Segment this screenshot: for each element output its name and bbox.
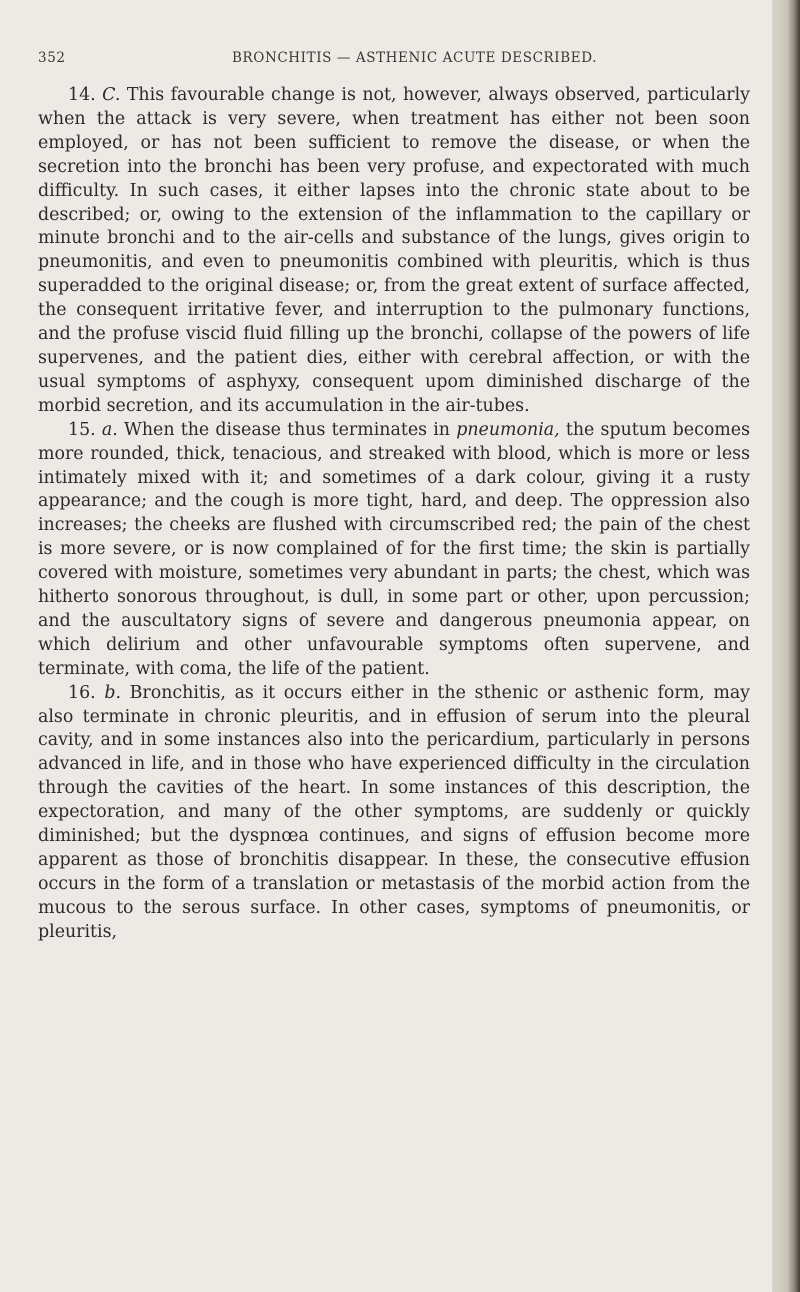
paragraph-15 [38, 419, 750, 682]
paragraph-number: 14. [68, 85, 96, 105]
paragraph-16 [38, 682, 750, 945]
paragraph-text: This favourable change is not, however, always observed, particularly when the attack is very severe, when treatment has either not been soon employed, or has not been sufficient to remove the disease, or when the secretion into the bronchi has been very profuse, and expectorated with much difficulty. In such cases, it either lapses into the chronic state about to be described; or, owing to the extension of the inflammation to the capillary or minute bronchi and to the air-cells and substance of the lungs, gives origin to pneumonitis, and even to pneumonitis combined with pleuritis, which is thus superadded to the original disease; or, from the great extent of surface affected, the consequent irritative fever, and interruption to the pulmonary functions, and the profuse viscid fluid filling up the bronchi, collapse of the powers of life supervenes, and the patient dies, either with cerebral affection, or with the usual symptoms of asphyxy, consequent upom diminished discharge of the morbid secretion, and its accumulation in the air-tubes. [38, 85, 751, 416]
running-head-title: BRONCHITIS — ASTHENIC ACUTE DESCRIBED. [232, 50, 598, 66]
paragraph-text-start: When the disease thus terminates in [123, 419, 450, 440]
paragraph-14 [38, 84, 750, 419]
paragraph-number: 15. [68, 419, 96, 440]
running-head [38, 50, 748, 74]
page-number: 352 [38, 50, 66, 66]
paragraph-number: 16. [68, 682, 96, 703]
paragraph-letter: a. [101, 419, 118, 440]
paragraph-letter: C. [102, 85, 121, 105]
paragraph-letter: b. [104, 682, 121, 703]
paragraph-text-end: the sputum becomes more rounded, thick, tenacious, and streaked with blood, which is more or less intimately mixed with it; and sometimes of a dark colour, giving it a rusty appearance; and the cough is more tight, hard, and deep. The oppression also increases; the cheeks are flushed with circumscribed red; the pain of the chest is more severe, or is now complained of for the first time; the skin is partially covered with moisture, sometimes very abundant in parts; the chest, which was hitherto sonorous throughout, is dull, in some part or other, upon percussion; and the auscultatory signs of severe and dangerous pneumonia appear, on which delirium and other unfavourable symptoms often supervene, and terminate, with coma, the life of the patient. [38, 419, 751, 679]
emphasis-pneumonia: pneumonia, [456, 419, 560, 440]
paragraph-text: Bronchitis, as it occurs either in the sthenic or asthenic form, may also terminate in chronic pleuritis, and in effusion of serum into the pleural cavity, and in some instances also into the pericardium, particularly in persons advanced in life, and in those who have experienced difficulty in the circulation through the cavities of the heart. In some instances of this description, the expectoration, and many of the other symptoms, are suddenly or quickly diminished; but the dyspnœa continues, and signs of effusion become more apparent as those of bronchitis disappear. In these, the consecutive effusion occurs in the form of a translation or metastasis of the morbid action from the mucous to the serous surface. In other cases, symptoms of pneumonitis, or pleuritis, [38, 682, 751, 942]
body-text [38, 84, 750, 945]
page-edge-shadow [772, 0, 800, 1292]
